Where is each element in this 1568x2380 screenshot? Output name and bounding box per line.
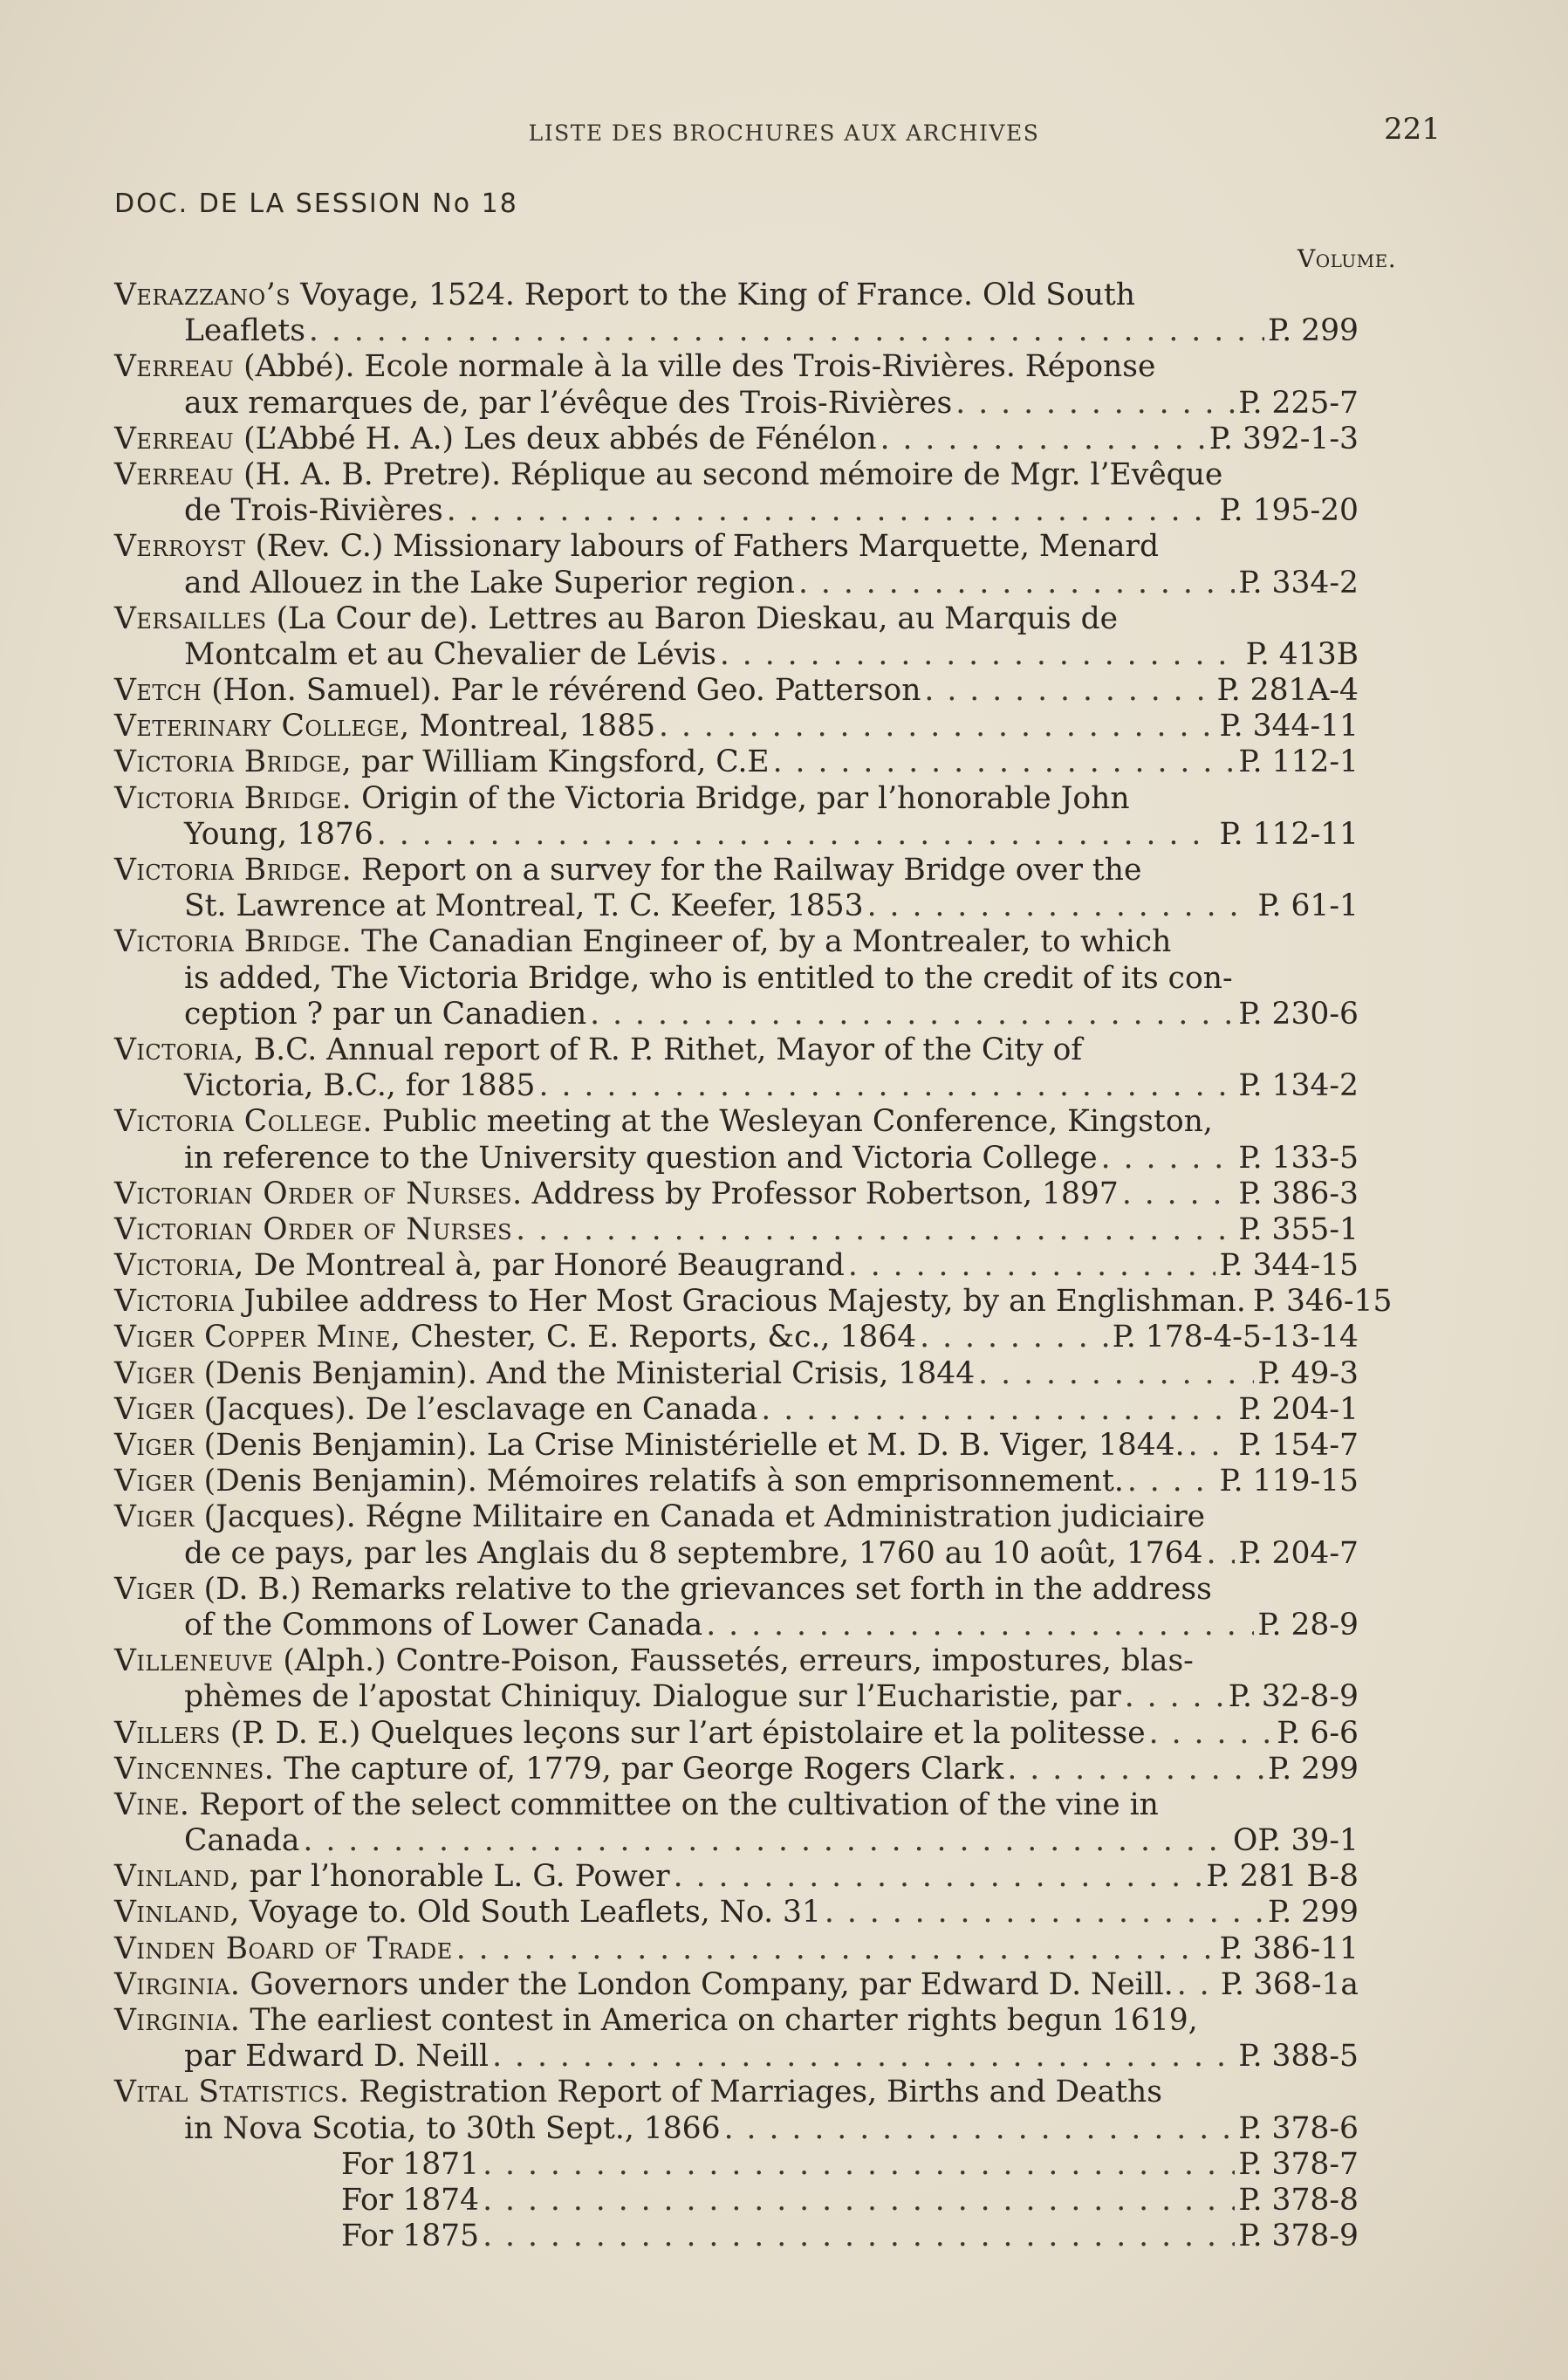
catalogue-entry — [114, 1104, 1449, 1176]
entry-heading: Versailles — [114, 600, 267, 636]
catalogue-entry — [114, 709, 1449, 744]
entry-heading: Verreau — [114, 421, 235, 456]
dot-leader — [724, 2111, 1236, 2147]
entry-heading: Villeneuve — [114, 1643, 274, 1679]
entry-heading: Viger Copper Mine, — [114, 1320, 401, 1355]
volume-reference: P. 225-7 — [1238, 385, 1359, 421]
volume-reference: P. 388-5 — [1238, 2039, 1359, 2075]
entry-heading: Vine. — [114, 1787, 190, 1822]
catalogue-entry — [114, 2219, 1449, 2254]
dot-leader — [447, 493, 1216, 529]
entry-text: Montreal, 1885 — [419, 709, 656, 744]
dot-leader — [483, 2219, 1235, 2254]
dot-leader — [761, 1392, 1235, 1428]
entry-heading: Victoria, — [114, 1248, 244, 1284]
volume-reference: P. 61-1 — [1257, 888, 1359, 924]
dot-leader — [1207, 1536, 1236, 1572]
volume-reference: P. 378-8 — [1238, 2182, 1359, 2218]
catalogue-entry — [114, 1787, 1449, 1859]
volume-reference: OP. 39-1 — [1233, 1823, 1359, 1859]
entry-text: par William Kingsford, C.E — [361, 744, 770, 780]
entry-text: Address by Professor Robertson, 1897 — [531, 1176, 1119, 1211]
dot-leader — [483, 2147, 1235, 2183]
volume-reference: P. 386-3 — [1238, 1176, 1359, 1211]
entry-heading: Virginia. — [114, 1966, 241, 2002]
entry-heading: Viger — [114, 1355, 195, 1391]
catalogue-entry — [114, 278, 1449, 349]
catalogue-entry — [114, 853, 1449, 924]
session-reference: DOC. DE LA SESSION No 18 — [114, 189, 518, 219]
catalogue-entry — [114, 744, 1449, 780]
entry-heading: Veterinary College, — [114, 709, 410, 744]
catalogue-entry — [114, 601, 1449, 673]
catalogue-entry — [114, 1284, 1449, 1320]
catalogue-entry — [114, 2183, 1449, 2219]
running-title: LISTE DES BROCHURES AUX ARCHIVES — [528, 120, 1040, 146]
dot-leader — [1125, 1679, 1225, 1715]
catalogue-entry — [114, 529, 1449, 600]
volume-reference: P. 378-7 — [1238, 2146, 1359, 2182]
volume-reference: P. 204-1 — [1238, 1391, 1359, 1427]
entry-text: is added, The Victoria Bridge, who is entitled to the credit of its con- — [184, 960, 1233, 996]
entry-heading: Victoria — [114, 1284, 235, 1320]
entry-heading: Verroyst — [114, 529, 246, 565]
volume-reference: P. 195-20 — [1219, 493, 1359, 529]
volume-reference: P. 378-9 — [1238, 2219, 1359, 2254]
volume-reference: P. 344-11 — [1219, 709, 1359, 744]
entry-text: in Nova Scotia, to 30th Sept., 1866 — [184, 2110, 721, 2146]
volume-reference: P. 204-7 — [1238, 1535, 1359, 1571]
dot-leader — [377, 817, 1216, 853]
catalogue-entry — [114, 1931, 1449, 1967]
entry-text: Report of the select committee on the cultivation of the vine in — [199, 1787, 1159, 1822]
entry-heading: Vetch — [114, 673, 202, 709]
volume-reference: P. 230-6 — [1238, 996, 1359, 1032]
volume-column-heading: Volume. — [1298, 244, 1397, 273]
entry-heading: Vinland, — [114, 1895, 240, 1931]
entry-text: (Alph.) Contre-Poison, Faussetés, erreurs, impostures, blas- — [283, 1643, 1194, 1679]
entry-text: (Abbé). Ecole normale à la ville des Trois-Rivières. Réponse — [243, 349, 1156, 385]
entry-text: (L’Abbé H. A.) Les deux abbés de Fénélon — [243, 421, 877, 456]
volume-reference: P. 28-9 — [1257, 1607, 1359, 1643]
entry-heading: Viger — [114, 1571, 195, 1607]
volume-reference: P. 6-6 — [1277, 1715, 1359, 1751]
dot-leader — [659, 709, 1215, 744]
entry-heading: Vincennes. — [114, 1751, 275, 1787]
catalogue-entry — [114, 2003, 1449, 2075]
entry-heading: Vital Statistics. — [114, 2075, 350, 2110]
dot-leader — [773, 744, 1236, 780]
dot-leader — [920, 1320, 1108, 1355]
volume-reference: P. 344-15 — [1219, 1248, 1359, 1284]
catalogue-entry — [114, 457, 1449, 529]
entry-text: (D. B.) Remarks relative to the grievances set forth in the address — [203, 1571, 1212, 1607]
entry-text: Canada — [184, 1823, 300, 1859]
dot-leader — [1177, 1967, 1217, 2003]
catalogue-entry — [114, 2147, 1449, 2183]
volume-reference: P. 281A-4 — [1216, 673, 1359, 709]
dot-leader — [303, 1823, 1229, 1859]
entry-text: De Montreal à, par Honoré Beaugrand — [253, 1248, 845, 1284]
entry-text: St. Lawrence at Montreal, T. C. Keefer, 1853 — [184, 888, 864, 924]
entry-text: For 1875 — [341, 2219, 480, 2254]
entry-text: For 1874 — [341, 2182, 480, 2218]
entry-text: Jubilee address to Her Most Gracious Majesty, by an Englishman. — [243, 1284, 1246, 1320]
entry-text: Registration Report of Marriages, Births and Deaths — [359, 2075, 1162, 2110]
volume-reference: P. 49-3 — [1257, 1355, 1359, 1391]
catalogue-entry — [114, 1464, 1449, 1499]
volume-reference: P. 368-1a — [1220, 1966, 1359, 2002]
catalogue-entry — [114, 1643, 1449, 1715]
page-number: 221 — [1384, 112, 1441, 147]
dot-leader — [516, 1212, 1235, 1248]
catalogue-entry — [114, 1967, 1449, 2003]
catalogue-entry — [114, 1499, 1449, 1571]
catalogue-entry — [114, 1032, 1449, 1104]
catalogue-entry — [114, 1859, 1449, 1895]
entry-text: Leaflets — [184, 313, 305, 349]
dot-leader — [1149, 1716, 1274, 1752]
catalogue-entry — [114, 422, 1449, 457]
dot-leader — [1007, 1752, 1264, 1787]
catalogue-entry — [114, 349, 1449, 421]
entry-text: (P. D. E.) Quelques leçons sur l’art épistolaire et la politesse — [229, 1715, 1146, 1751]
entry-text: ception ? par un Canadien — [184, 996, 587, 1032]
volume-reference: P. 334-2 — [1238, 565, 1359, 600]
entry-text: The capture of, 1779, par George Rogers Clark — [284, 1751, 1004, 1787]
entry-heading: Victoria College. — [114, 1104, 373, 1140]
dot-leader — [1122, 1176, 1236, 1212]
catalogue-entry — [114, 924, 1449, 1032]
volume-reference: P. 413B — [1245, 636, 1359, 672]
entry-text: (Rev. C.) Missionary labours of Fathers Marquette, Menard — [255, 529, 1160, 565]
entry-text: Origin of the Victoria Bridge, par l’honorable John — [361, 780, 1130, 816]
entry-heading: Virginia. — [114, 2003, 241, 2038]
entry-heading: Victoria Bridge. — [114, 924, 353, 960]
catalogue-entry — [114, 1320, 1449, 1355]
entry-heading: Victoria Bridge. — [114, 853, 353, 888]
entry-text: par Edward D. Neill — [184, 2039, 490, 2075]
entry-text: de Trois-Rivières — [184, 493, 443, 529]
entry-heading: Victoria Bridge, — [114, 744, 353, 780]
entry-text: The earliest contest in America on charter rights begun 1619, — [250, 2003, 1198, 2038]
catalogue-entry — [114, 1716, 1449, 1752]
entry-heading: Victorian Order of Nurses. — [114, 1176, 523, 1211]
dot-leader — [674, 1859, 1203, 1895]
volume-reference: P. 112-11 — [1219, 816, 1359, 852]
entry-text: (Hon. Samuel). Par le révérend Geo. Patterson — [211, 673, 921, 709]
entry-text: in reference to the University question and Victoria College — [184, 1140, 1098, 1176]
volume-reference: P. 112-1 — [1238, 744, 1359, 780]
dot-leader — [590, 997, 1235, 1032]
dot-leader — [848, 1248, 1216, 1284]
entry-text: For 1871 — [341, 2146, 480, 2182]
dot-leader — [798, 566, 1235, 601]
entry-text: B.C. Annual report of R. P. Rithet, Mayor of the City of — [253, 1032, 1083, 1067]
entry-text: (Jacques). Régne Militaire en Canada et Administration judiciaire — [203, 1499, 1206, 1535]
dot-leader — [706, 1608, 1254, 1643]
entry-text: par l’honorable L. G. Power — [249, 1859, 670, 1895]
catalogue-entry — [114, 1356, 1449, 1392]
volume-reference: P. 355-1 — [1238, 1211, 1359, 1247]
volume-reference: P. 281 B-8 — [1206, 1859, 1359, 1895]
catalogue-entry — [114, 781, 1449, 853]
entry-heading: Viger — [114, 1428, 195, 1463]
entry-text: Voyage, 1524. Report to the King of France. Old South — [300, 278, 1136, 312]
entry-text: The Canadian Engineer of, by a Montrealer, to which — [361, 924, 1172, 960]
dot-leader — [492, 2039, 1235, 2075]
entry-text: (Denis Benjamin). Mémoires relatifs à son emprisonnement. — [203, 1464, 1124, 1499]
dot-leader — [924, 673, 1213, 709]
entry-text: Report on a survey for the Railway Bridge over the — [361, 853, 1142, 888]
catalogue-entry — [114, 1392, 1449, 1428]
catalogue-entry — [114, 1428, 1449, 1464]
catalogue-entry — [114, 1752, 1449, 1787]
volume-reference: P. 178-4-5-13-14 — [1112, 1320, 1359, 1355]
entry-heading: Viger — [114, 1464, 195, 1499]
catalogue-entry — [114, 1572, 1449, 1643]
catalogue-entry — [114, 1895, 1449, 1931]
entry-heading: Vinland, — [114, 1859, 240, 1895]
entry-text: and Allouez in the Lake Superior region — [184, 565, 795, 600]
volume-reference: P. 392-1-3 — [1209, 421, 1359, 456]
volume-reference: P. 133-5 — [1238, 1140, 1359, 1176]
entry-heading: Victoria Bridge. — [114, 780, 353, 816]
volume-reference: P. 386-11 — [1219, 1931, 1359, 1966]
dot-leader — [539, 1068, 1236, 1104]
dot-leader — [867, 888, 1255, 924]
entry-text: Voyage to. Old South Leaflets, No. 31 — [249, 1895, 821, 1931]
entry-text: Young, 1876 — [184, 816, 373, 852]
entry-heading: Vinden Board of Trade — [114, 1931, 453, 1966]
entry-heading: Villers — [114, 1715, 221, 1751]
catalogue-entry — [114, 2075, 1449, 2146]
volume-reference: P. 299 — [1267, 313, 1359, 349]
dot-leader — [955, 386, 1235, 422]
dot-leader — [880, 422, 1206, 457]
dot-leader — [720, 637, 1243, 673]
entry-heading: Viger — [114, 1499, 195, 1535]
dot-leader — [1127, 1464, 1216, 1499]
volume-reference: P. 119-15 — [1219, 1464, 1359, 1499]
volume-reference: P. 346-15 — [1252, 1284, 1393, 1320]
entry-heading: Verreau — [114, 456, 235, 492]
catalogue-entry — [114, 1248, 1449, 1284]
dot-leader — [309, 313, 1264, 349]
volume-reference: P. 378-6 — [1238, 2110, 1359, 2146]
volume-reference: P. 32-8-9 — [1228, 1679, 1359, 1715]
catalogue-entry — [114, 1176, 1449, 1212]
entry-text: Public meeting at the Wesleyan Conference, Kingston, — [381, 1104, 1213, 1140]
dot-leader — [1101, 1141, 1236, 1176]
volume-reference: P. 154-7 — [1238, 1428, 1359, 1463]
entry-text: (La Cour de). Lettres au Baron Dieskau, au Marquis de — [276, 600, 1119, 636]
entry-heading: Victorian Order of Nurses — [114, 1211, 513, 1247]
entry-text: (Jacques). De l’esclavage en Canada — [203, 1391, 758, 1427]
entry-text: of the Commons of Lower Canada — [184, 1607, 703, 1643]
entry-heading: Verazzano’s — [114, 278, 291, 312]
dot-leader — [483, 2183, 1235, 2219]
entry-heading: Viger — [114, 1391, 195, 1427]
entry-text: (Denis Benjamin). La Crise Ministérielle et M. D. B. Viger, 1844. — [203, 1428, 1185, 1463]
entry-text: (Denis Benjamin). And the Ministerial Crisis, 1844 — [203, 1355, 976, 1391]
entry-heading: Victoria, — [114, 1032, 244, 1067]
volume-reference: P. 299 — [1267, 1751, 1359, 1787]
dot-leader — [1188, 1428, 1236, 1464]
entry-text: Chester, C. E. Reports, &c., 1864 — [410, 1320, 917, 1355]
entry-text: (H. A. B. Pretre). Réplique au second mémoire de Mgr. l’Evêque — [243, 456, 1223, 492]
volume-reference: P. 299 — [1267, 1895, 1359, 1931]
catalogue-entry — [114, 673, 1449, 709]
entry-heading: Verreau — [114, 349, 235, 385]
dot-leader — [978, 1356, 1254, 1392]
volume-reference: P. 134-2 — [1238, 1068, 1359, 1104]
entry-text: Victoria, B.C., for 1885 — [184, 1068, 536, 1104]
entry-text: Governors under the London Company, par Edward D. Neill. — [250, 1966, 1174, 2002]
dot-leader — [456, 1931, 1216, 1967]
entry-text: phèmes de l’apostat Chiniquy. Dialogue sur l’Eucharistie, par — [184, 1679, 1121, 1715]
catalogue-entry — [114, 1212, 1449, 1248]
entry-text: de ce pays, par les Anglais du 8 septembre, 1760 au 10 août, 1764 — [184, 1535, 1203, 1571]
entry-list — [114, 278, 1449, 2254]
entry-text: Montcalm et au Chevalier de Lévis — [184, 636, 716, 672]
dot-leader — [825, 1895, 1264, 1931]
entry-text: aux remarques de, par l’évêque des Trois-Rivières — [184, 385, 953, 421]
